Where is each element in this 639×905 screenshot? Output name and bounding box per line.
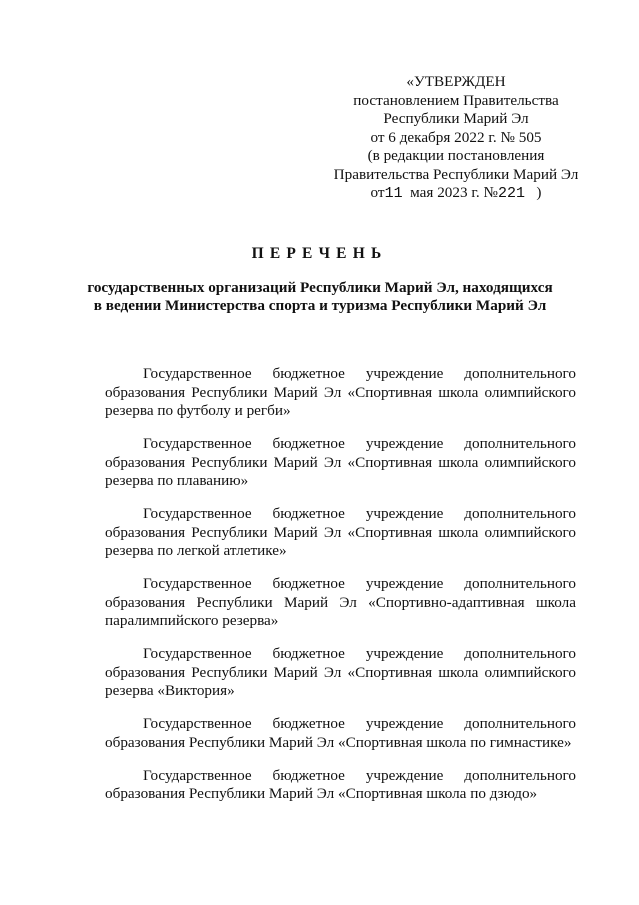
approval-stamp-block <box>330 73 582 204</box>
organization-line: резерва по футболу и регби» <box>105 402 291 419</box>
approval-line-4: от 6 декабря 2022 г. № 505 <box>370 128 542 146</box>
approval-line-1: «УТВЕРЖДЕН <box>406 73 506 90</box>
organization-line: Государственное бюджетное учреждение дополнительного <box>143 766 576 784</box>
organization-line: Государственное бюджетное учреждение дополнительного <box>143 435 576 452</box>
approval-date-prefix: от <box>370 184 385 201</box>
organization-line: образования Республики Марий Эл «Спортивная школа олимпийского <box>105 453 576 471</box>
organization-line: резерва «Виктория» <box>105 682 235 699</box>
organization-line: образования Республики Марий Эл «Спортивно-адаптивная школа <box>105 593 576 611</box>
approval-line-6: Правительства Республики Марий Эл <box>333 165 579 183</box>
organization-item <box>105 767 576 804</box>
subtitle-line-2: в ведении Министерства спорта и туризма Республики Марий Эл <box>93 297 547 314</box>
document-subtitle <box>60 279 580 315</box>
organization-line: образования Республики Марий Эл «Спортивная школа олимпийского <box>105 523 576 541</box>
organization-item <box>105 365 576 421</box>
approval-line-7 <box>330 184 582 204</box>
organization-line: Государственное бюджетное учреждение дополнительного <box>143 645 576 662</box>
organization-line: Государственное бюджетное учреждение дополнительного <box>143 505 576 522</box>
organization-line: образования Республики Марий Эл «Спортивная школа олимпийского <box>105 383 576 401</box>
approval-closing-paren: ) <box>536 184 542 201</box>
organization-item <box>105 435 576 491</box>
organization-line: резерва по плаванию» <box>105 472 249 489</box>
approval-date-middle: мая 2023 г. № <box>410 184 498 201</box>
organization-line: образования Республики Марий Эл «Спортивная школа по дзюдо» <box>105 785 538 802</box>
organization-line: Государственное бюджетное учреждение дополнительного <box>143 715 576 732</box>
organization-line: паралимпийского резерва» <box>105 612 279 629</box>
organization-line: образования Республики Марий Эл «Спортивная школа по гимнастике» <box>105 733 572 751</box>
approval-decree-number: 221 <box>497 185 525 202</box>
organization-line: Государственное бюджетное учреждение дополнительного <box>143 365 576 382</box>
document-title: ПЕРЕЧЕНЬ <box>251 245 388 262</box>
organization-item <box>105 575 576 631</box>
subtitle-line-1: государственных организаций Республики Марий Эл, находящихся <box>87 279 553 296</box>
organization-item <box>105 645 576 701</box>
approval-line-2: постановлением Правительства <box>353 91 559 109</box>
organization-item <box>105 505 576 561</box>
organization-list <box>105 365 576 818</box>
organization-line: образования Республики Марий Эл «Спортивная школа олимпийского <box>105 663 576 681</box>
approval-line-3: Республики Марий Эл <box>383 110 529 127</box>
approval-date-day: 11 <box>384 185 403 202</box>
approval-line-5: (в редакции постановления <box>367 147 545 164</box>
organization-line: резерва по легкой атлетике» <box>105 542 287 559</box>
organization-item <box>105 715 576 752</box>
organization-line: Государственное бюджетное учреждение дополнительного <box>143 575 576 592</box>
